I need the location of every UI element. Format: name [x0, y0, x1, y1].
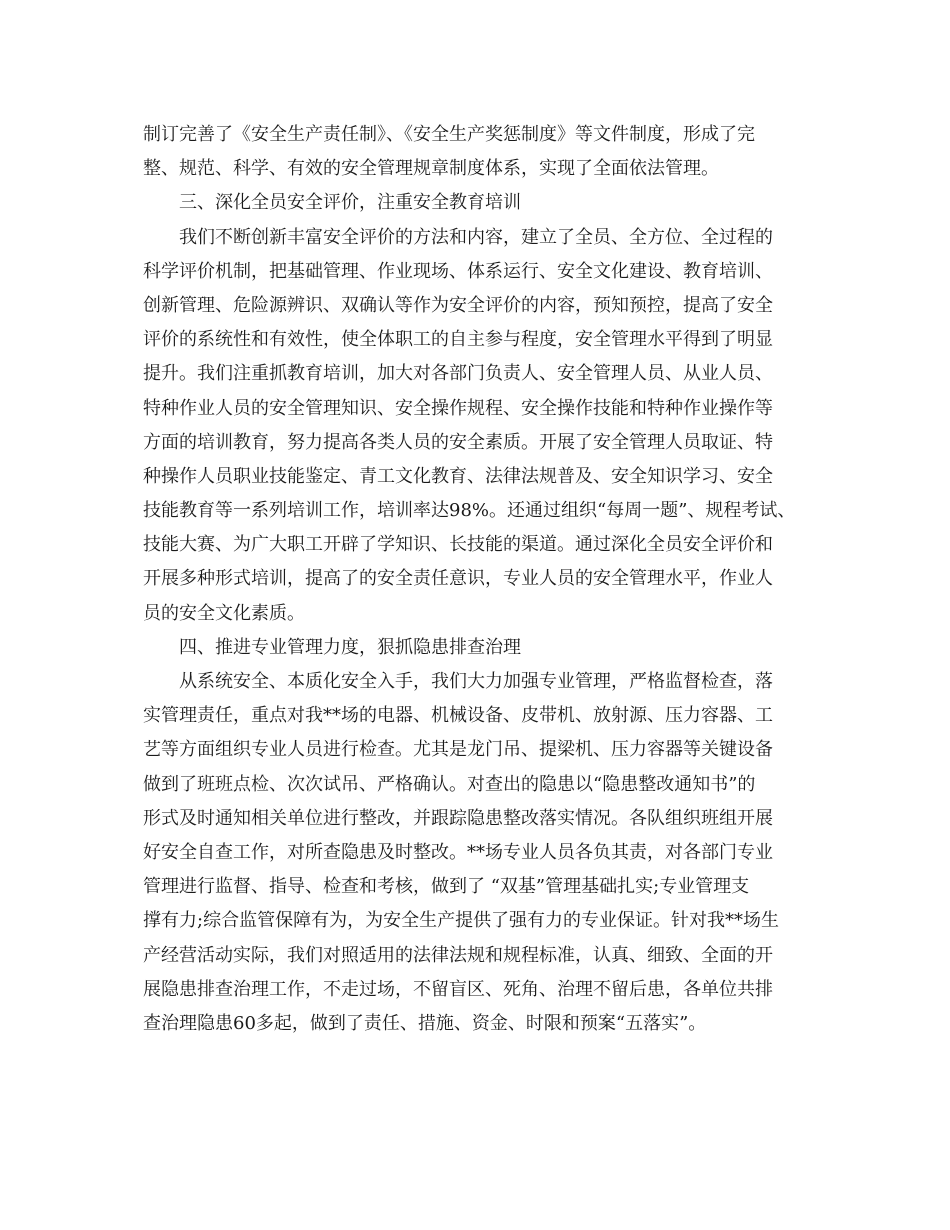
- text-line: 特种作业人员的安全管理知识、安全操作规程、安全操作技能和特种作业操作等: [143, 397, 773, 419]
- body-text: [143, 118, 823, 1041]
- text-line: 开展多种形式培训，提高了的安全责任意识，专业人员的安全管理水平，作业人: [143, 568, 773, 590]
- text-line: 整、规范、科学、有效的安全管理规章制度体系，实现了全面依法管理。: [143, 158, 719, 180]
- text-line: 产经营活动实际，我们对照适用的法律法规和规程标准，认真、细致、全面的开: [143, 944, 773, 966]
- text-line: 实管理责任，重点对我**场的电器、机械设备、皮带机、放射源、压力容器、工: [143, 705, 773, 727]
- text-line: 撑有力;综合监管保障有为，为安全生产提供了强有力的专业保证。针对我**场生: [143, 910, 780, 932]
- text-line: 方面的培训教育，努力提高各类人员的安全素质。开展了安全管理人员取证、特: [143, 431, 773, 453]
- text-line: 提升。我们注重抓教育培训，加大对各部门负责人、安全管理人员、从业人员、: [143, 363, 773, 385]
- text-line: 从系统安全、本质化安全入手，我们大力加强专业管理，严格监督检查，落: [179, 671, 773, 692]
- text-line: 四、推进专业管理力度，狠抓隐患排查治理: [179, 636, 521, 658]
- text-line: 三、深化全员安全评价，注重安全教育培训: [179, 192, 521, 214]
- text-line: 做到了班班点检、次次试吊、严格确认。对查出的隐患以“隐患整改通知书”的: [143, 773, 756, 795]
- text-line: 展隐患排查治理工作，不走过场，不留盲区、死角、治理不留后患，各单位共排: [143, 978, 773, 1000]
- text-line: 技能大赛、为广大职工开辟了学知识、长技能的渠道。通过深化全员安全评价和: [143, 534, 773, 556]
- text-line: 评价的系统性和有效性，使全体职工的自主参与程度，安全管理水平得到了明显: [143, 329, 773, 351]
- text-line: 创新管理、危险源辨识、双确认等作为安全评价的内容，预知预控，提高了安全: [143, 294, 773, 316]
- text-line: 种操作人员职业技能鉴定、青工文化教育、法律法规普及、安全知识学习、安全: [143, 465, 773, 487]
- text-line: 员的安全文化素质。: [143, 602, 305, 624]
- text-line: 技能教育等一系列培训工作，培训率达98%。还通过组织“每周一题”、规程考试、: [143, 500, 796, 522]
- text-line: 好安全自查工作，对所查隐患及时整改。**场专业人员各负其责，对各部门专业: [143, 841, 773, 863]
- text-line: 艺等方面组织专业人员进行检查。尤其是龙门吊、提梁机、压力容器等关键设备: [143, 739, 773, 761]
- text-line: 制订完善了《安全生产责任制》、《安全生产奖惩制度》等文件制度，形成了完: [143, 124, 755, 145]
- text-line: 科学评价机制，把基础管理、作业现场、体系运行、安全文化建设、教育培训、: [143, 260, 773, 282]
- text-line: 形式及时通知相关单位进行整改，并跟踪隐患整改落实情况。各队组织班组开展: [143, 807, 773, 829]
- text-line: 查治理隐患60多起，做到了责任、措施、资金、时限和预案“五落实”。: [143, 1012, 707, 1034]
- text-line: 管理进行监督、指导、检查和考核，做到了 “双基”管理基础扎实;专业管理支: [143, 876, 750, 898]
- text-line: 我们不断创新丰富安全评价的方法和内容，建立了全员、全方位、全过程的: [179, 226, 773, 248]
